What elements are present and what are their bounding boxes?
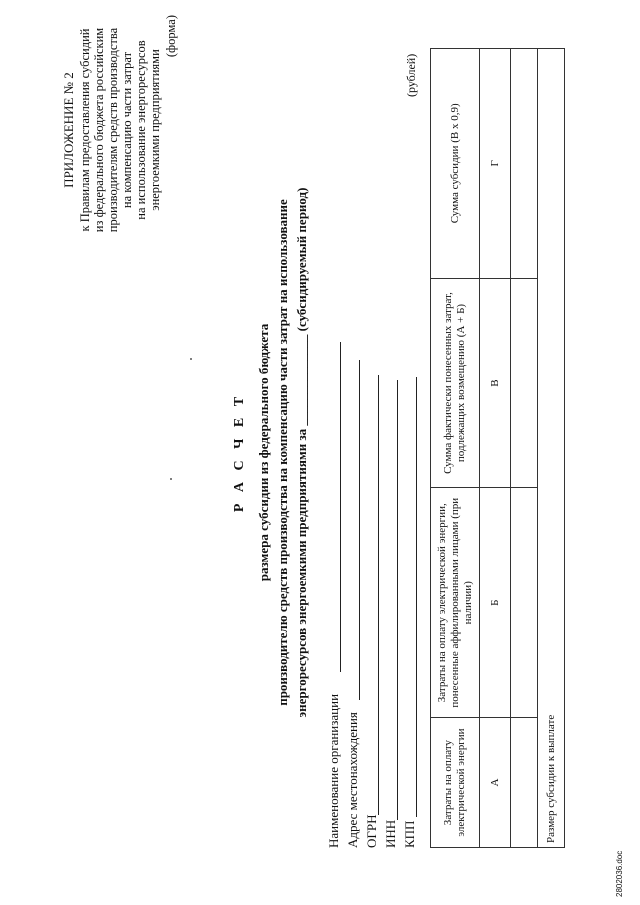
document-subtitle-line: размера субсидии из федерального бюджета (256, 323, 271, 582)
column-header: Затраты на оплату электрической энергии (431, 718, 480, 848)
column-letter: В (480, 278, 511, 488)
table-cell[interactable] (511, 488, 538, 718)
column-letter: А (480, 718, 511, 848)
scan-speck (190, 358, 192, 360)
appendix-line: на использование энергоресурсов (134, 40, 148, 220)
column-letter: Г (480, 49, 511, 279)
table-cell[interactable] (511, 49, 538, 279)
column-letter: Б (480, 488, 511, 718)
table-cell[interactable] (511, 718, 538, 848)
total-label: Размер субсидии к выплате (538, 49, 565, 848)
appendix-line: производителям средств производства (106, 27, 120, 233)
column-header: Затраты на оплату электрической энергии, понесенные аффилированными лицами (при наличии) (431, 488, 480, 718)
appendix-header (62, 15, 178, 245)
appendix-line: на компенсацию части затрат (120, 51, 134, 209)
table-cell[interactable] (511, 278, 538, 488)
inn-field[interactable] (397, 380, 398, 820)
inn-label: ИНН (383, 819, 398, 848)
form-label: (форма) (164, 15, 178, 58)
column-header: Сумма фактически понесенных затрат, подлежащих возмещению (А + Б) (431, 278, 480, 488)
kpp-field[interactable] (416, 377, 417, 817)
org-name-field[interactable] (340, 342, 341, 672)
ogrn-label: ОГРН (364, 814, 379, 848)
appendix-title: ПРИЛОЖЕНИЕ № 2 (61, 72, 76, 188)
table-letter-row (480, 49, 511, 848)
org-name-label: Наименование организации (326, 693, 341, 848)
ogrn-field[interactable] (378, 375, 379, 815)
scan-speck (170, 478, 172, 480)
address-field[interactable] (359, 360, 360, 700)
column-header: Сумма субсидии (В х 0,9) (431, 49, 480, 279)
table-row (511, 49, 538, 848)
subsidy-table (430, 48, 565, 848)
footer-code: 2802036.doc (615, 850, 624, 897)
address-label: Адрес местонахождения (345, 712, 360, 848)
document-title: Р А С Ч Е Т (232, 392, 247, 513)
appendix-line: к Правилам предоставления субсидий (78, 28, 92, 232)
document-subtitle-line: производителю средств производства на компенсацию части затрат на использование (275, 199, 290, 706)
kpp-label: КПП (402, 820, 417, 848)
document-subtitle-line: энергоресурсов энергоемкими предприятиями за ______________ (субсидируемый период) (294, 187, 309, 718)
table-header-row (431, 49, 480, 848)
appendix-line: из федерального бюджета российским (92, 27, 106, 233)
appendix-line: энергоемкими предприятиями (148, 49, 162, 211)
table-total-row (538, 49, 565, 848)
currency-note: (рублей) (404, 53, 418, 97)
